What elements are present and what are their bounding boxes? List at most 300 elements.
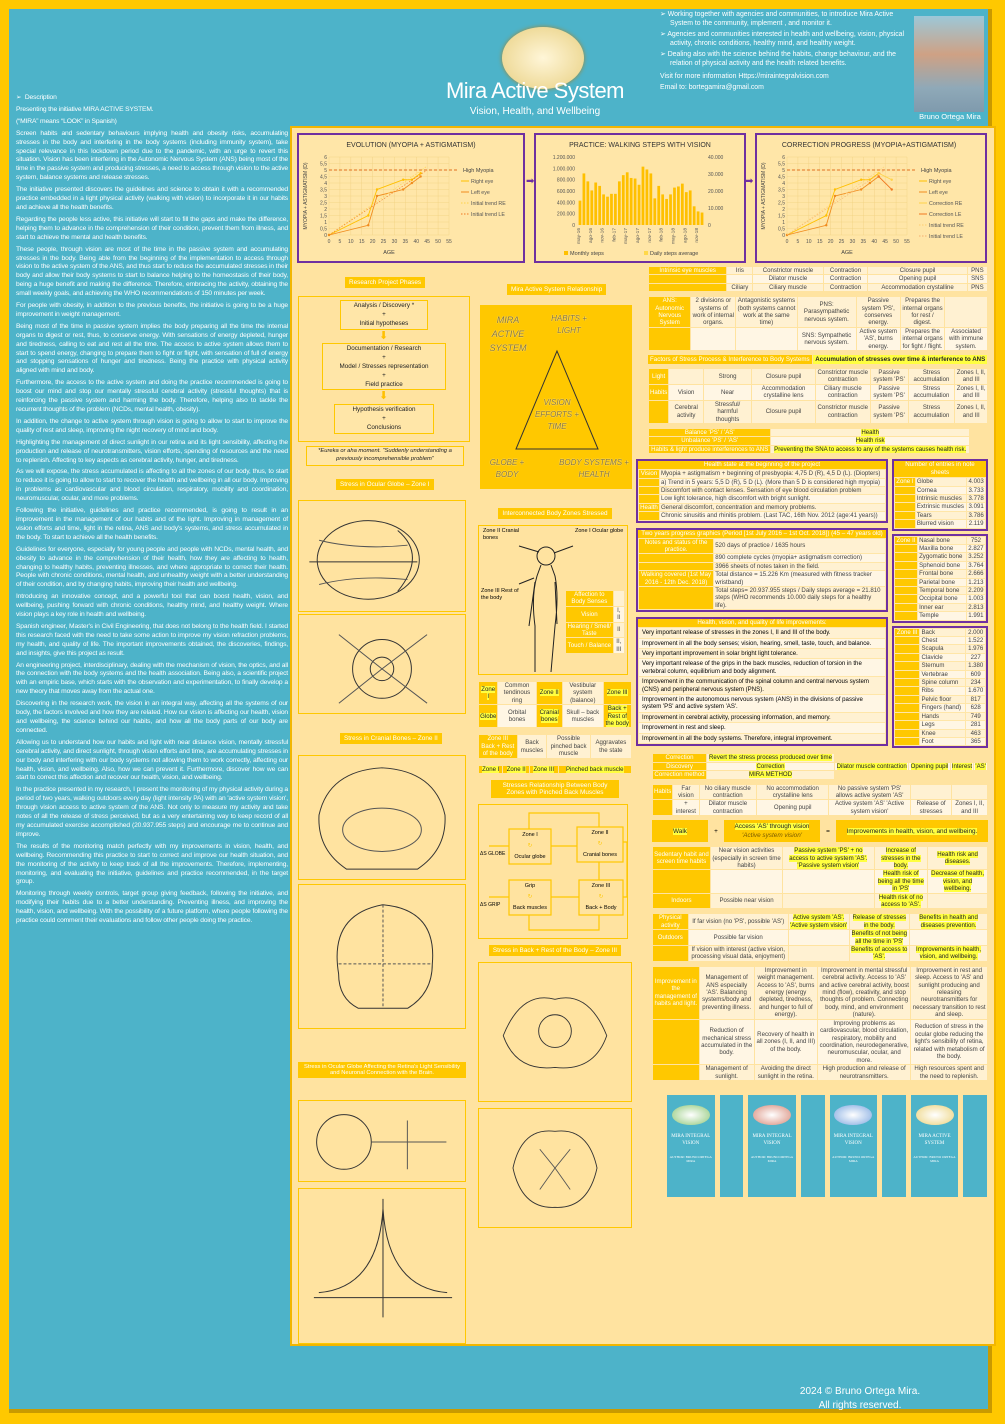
description-paragraph: Presenting the initiative MIRA ACTIVE SYSTEM. <box>16 105 154 113</box>
table-cell: Increase of stresses in the body. <box>875 847 928 869</box>
table-cell: Stressful/ harmful thoughts <box>704 401 751 423</box>
description-paragraph: For people with obesity, in addition to the previous benefits, the initiative is going to be a huge improvement in weight management. <box>16 302 288 318</box>
table-row <box>653 800 987 815</box>
table-cell: Back + Rest of the body <box>604 705 631 727</box>
x-tick-label: 25 <box>380 239 387 245</box>
x-tick-label: 25 <box>838 239 845 245</box>
table-row <box>653 894 987 909</box>
table-cell: Ribs <box>920 687 965 694</box>
table-cell: 463 <box>966 730 985 737</box>
table-cell: Ciliary muscle <box>753 284 822 291</box>
table-row <box>895 637 985 644</box>
table-row <box>649 328 987 350</box>
table-row <box>566 591 624 606</box>
table-cell: Sphenoid bone <box>918 562 966 569</box>
table-cell: Total distance = 15.226 Km (measured with fitness tracker wristband) <box>714 571 885 586</box>
table-cell <box>727 275 752 282</box>
y-tick-label: 800.000 <box>556 177 575 184</box>
table-cell: Benefits of access to 'AS'. <box>851 946 908 961</box>
bar <box>579 201 582 225</box>
y-tick-label: 2 <box>782 207 785 213</box>
data-point <box>891 188 893 190</box>
legend-label: Daily steps average <box>650 251 699 257</box>
description-paragraph: Guidelines for everyone, especially for young people and people with NCDs, mental health, and obesity to advance in the comprehension of their health, how they are affecting to health, changing to healthy habits, preventing illnesses, and where appropriate to correct their health. People with chronic conditions, mental health, and unhealthy weight with a better understanding of their condition, and by changing habits, improving their health and wellbeing. <box>16 545 288 589</box>
bar <box>642 167 645 225</box>
table-cell: Dilator muscle contraction <box>700 800 756 815</box>
x-tick-label: may-18 <box>671 228 677 244</box>
intrinsic-muscles-table <box>648 266 988 292</box>
y-tick-label: 1,5 <box>778 213 785 220</box>
triangle-center: VISION EFFORTS + TIME <box>534 398 580 431</box>
reference-label: High Myopia <box>921 168 952 174</box>
table-cell: Affection to Body Senses <box>566 591 613 606</box>
table-cell: Zone I <box>479 766 502 773</box>
data-point <box>825 224 827 226</box>
y-tick-label: 2,5 <box>778 200 785 207</box>
table-cell: Pelvic floor <box>920 696 965 703</box>
retina-graph-diagram <box>298 1188 466 1344</box>
table-cell: Spine column <box>920 679 965 686</box>
table-cell: Temporal bone <box>918 587 966 594</box>
table-cell: II <box>614 623 624 638</box>
arrow-down-icon: ⬇ <box>379 330 389 342</box>
table-cell: Near vision activities (especially in screen time habits) <box>712 847 781 869</box>
table-row <box>639 504 885 511</box>
intro-item: ➢ Dealing also with the science behind the habits, change behaviour, and the relation of physical activity and the health related benefits. <box>660 51 897 67</box>
table-cell: Zone III <box>896 628 918 636</box>
x-tick-label: feb-18 <box>659 228 665 242</box>
table-cell: 281 <box>966 721 985 728</box>
senses-table <box>565 590 625 654</box>
ans-table <box>648 296 988 351</box>
table-cell: Discovery <box>653 763 706 770</box>
table-cell: Intrinsic eye muscles <box>649 267 726 274</box>
chart-title: CORRECTION PROGRESS (MYOPIA+ASTIGMATISM) <box>781 142 957 149</box>
table-cell: Reduction of stress in the ocular globe reducing the light's sensibility of retina, related with metabolism of the body. <box>911 1020 987 1064</box>
description-paragraph: Regarding the people less active, this initiative will start to fill the gaps and make the difference, helping them to advance in the comprehension of their condition, prevent them from illness, and start to achieve the mental and health benefits. <box>16 215 288 241</box>
x-tick-label: ago-16 <box>588 228 594 243</box>
card-author: AUTHOR: BRUNO ORTEGA MIRA <box>832 1154 875 1163</box>
x-tick-label: 0 <box>327 239 331 245</box>
y-tick-label: 400.000 <box>556 200 575 207</box>
table-cell: 2.813 <box>968 603 984 611</box>
y-tick-label: 4,5 <box>778 174 785 181</box>
table-cell <box>649 275 726 282</box>
table-cell: Light <box>649 369 668 384</box>
table-cell: Decrease of health, vision, and wellbeing. <box>928 870 987 892</box>
table-row <box>479 735 631 757</box>
table-cell <box>653 870 710 892</box>
improvement-item: Improvement in the communication of the spinal column and central nervous system (CNS) and peripheral nervous system (PNS). <box>639 677 885 694</box>
table-cell <box>895 562 917 569</box>
table-row <box>653 967 987 1019</box>
table-cell <box>639 495 659 502</box>
bar <box>598 186 601 225</box>
bar <box>586 181 589 225</box>
chart-evolution <box>297 133 525 263</box>
table-cell: Recovery of health in all zones (I, II, and III) of the body. <box>755 1020 817 1064</box>
table-cell <box>669 369 703 384</box>
table-cell: II, III <box>614 638 624 653</box>
table-cell: Health risk of being all the time in 'PS' <box>875 870 928 892</box>
data-point <box>402 179 404 181</box>
bar <box>693 206 696 225</box>
table-row <box>639 487 885 494</box>
table-cell <box>895 730 919 737</box>
table-row <box>895 671 985 678</box>
table-row <box>639 563 885 570</box>
table-cell: General discomfort, concentration and memory problems. <box>660 504 885 511</box>
card-title: MIRA ACTIVE SYSTEM <box>918 1133 951 1146</box>
legend-label: Initial trend RE <box>471 201 506 207</box>
table-cell <box>895 587 917 594</box>
publication-cards <box>666 1094 988 1198</box>
poster-subtitle: Vision, Health, and Wellbeing <box>469 106 601 117</box>
table-cell <box>614 591 624 606</box>
table-cell <box>895 545 917 552</box>
table-cell <box>653 946 688 961</box>
table-cell: Fingers (hand) <box>920 704 965 711</box>
entries-zone3-box <box>892 626 988 749</box>
table-cell: Constrictor muscle <box>753 267 822 274</box>
bar <box>646 169 649 225</box>
bar <box>701 213 704 225</box>
x-tick-label: 35 <box>860 239 867 245</box>
chart-title: PRACTICE: WALKING STEPS WITH VISION <box>569 142 711 149</box>
table-cell: 227 <box>966 654 985 661</box>
table-cell <box>895 721 919 728</box>
x-tick-label: nov-16 <box>600 228 606 243</box>
table-cell: 1.522 <box>968 637 984 645</box>
table-cell: Zones I, II, and III <box>952 800 987 815</box>
walk-equation: Walk + Access 'AS' through vision 'Active system vision' = Improvements in health, vision, and wellbeing. <box>652 820 988 842</box>
table-row <box>479 682 631 704</box>
table-cell: Preventing the SNA to access to any of the systems causes health risk. <box>771 446 969 453</box>
card-side-panel <box>962 1094 988 1198</box>
author-photo <box>914 16 984 112</box>
table-cell: Far vision <box>673 785 698 800</box>
y-tick-label: 1.200.000 <box>552 155 575 161</box>
table-cell: Hands <box>920 713 965 720</box>
improvements-list <box>638 628 886 743</box>
correction-table <box>652 753 988 779</box>
table-cell: Foot <box>920 738 965 745</box>
table-cell: Orbital bones <box>498 705 535 727</box>
table-cell: Reduction of mechanical stress accumulated in the body. <box>700 1020 754 1064</box>
table-row <box>895 503 985 510</box>
label-interconnected: Interconnected Body Zones Stressed <box>498 508 611 519</box>
x-tick-label: 15 <box>816 239 823 245</box>
description-paragraph: As we will expose, the stress accumulated is affecting to all the zones of our body, thus, to start to reduce it is going to allow to start to recover the health and wellbeing in all our body. Improving in problems as cardiovascular and blood circulation, respiratory, mobility and coordination, neuromuscular, ocular, and more problems. <box>16 468 288 503</box>
table-cell: 2 divisions or systems of work of internal organs. <box>692 297 734 327</box>
table-cell: Maxilla bone <box>918 545 966 552</box>
table-cell: Correction <box>707 763 834 770</box>
table-cell: PNS: Parasympathetic nervous system. <box>798 297 856 327</box>
x-tick-label: 5 <box>338 239 342 245</box>
table-cell: Release of stresses in the body. <box>850 914 910 929</box>
table-cell: Interest <box>951 762 973 770</box>
data-point <box>419 172 421 174</box>
table-cell: Ciliary <box>727 284 752 291</box>
publication-card <box>747 1094 797 1198</box>
legend-swatch <box>644 251 648 255</box>
table-cell: Zone III Back + Rest of the body <box>479 735 517 757</box>
publication-card <box>829 1094 879 1198</box>
table-row <box>895 612 985 619</box>
legend-label: Monthly steps <box>570 251 604 257</box>
label-back: Stress in Back + Rest of the Body – Zone III <box>489 945 621 956</box>
table-cell <box>895 671 919 678</box>
table-cell: Back muscles <box>518 735 547 757</box>
table-row <box>479 766 631 773</box>
table-cell <box>895 553 917 560</box>
table-cell: Active system 'AS', burns energy. <box>857 328 900 350</box>
y-tick-label: 200.000 <box>556 211 575 218</box>
table-cell: Management of ANS especially 'AS'. Balancing systems/body and preventing illness. <box>700 967 754 1019</box>
publication-card <box>910 1094 960 1198</box>
table-cell: Correction <box>653 754 706 761</box>
legend-label: Left eye <box>471 190 490 196</box>
table-cell <box>895 570 917 577</box>
y-tick-label: 3 <box>782 194 785 200</box>
table-cell: PNS <box>968 267 987 274</box>
table-cell: Strong <box>704 369 751 384</box>
table-cell: Correction method <box>654 771 705 779</box>
table-cell: 2.000 <box>968 628 984 636</box>
correction-block <box>652 753 988 1081</box>
table-cell: Prepares the internal organs for rest / digest. <box>902 297 943 327</box>
data-point <box>869 182 871 184</box>
table-cell: Clavicle <box>920 654 965 661</box>
table-cell: 2.209 <box>968 587 984 594</box>
x-tick-label: 5 <box>796 239 800 245</box>
table-cell: 752 <box>967 537 985 544</box>
table-cell: Vestibular system (balance) <box>563 682 603 704</box>
table-cell <box>895 495 915 502</box>
table-cell: Zones I, II, and III <box>956 369 986 384</box>
label-research-phases: Research Project Phases <box>345 277 425 288</box>
table-cell: If far vision (no 'PS', possible 'AS') <box>689 914 788 929</box>
bar <box>665 199 668 225</box>
table-row <box>649 297 987 327</box>
table-cell: Chronic sinusitis and rhinitis problem. (Last TAC, 16th Nov. 2012 (age:41 years)) <box>660 512 885 519</box>
label-relationship: Mira Active System Relationship <box>507 284 606 295</box>
arrow-icon: ➡ <box>526 176 535 187</box>
table-row <box>895 604 985 611</box>
x-tick-label: 0 <box>785 239 789 245</box>
table-cell: No accommodation crystalline lens <box>757 785 828 800</box>
improvement-item: Improvement in all the body systems. Therefore, integral improvement. <box>639 734 885 743</box>
description-paragraph: The initiative presented discovers the guidelines and science to obtain it with a recommended practice embedded in a light physical activity (walking with vision) to incorporate it in our habits and achieve all the health benefits. <box>16 186 288 211</box>
table-cell: Iris <box>727 267 752 274</box>
description-paragraph: These people, through vision are most of the time in the passive system and accumulating stresses in the body. Being able from the beginning of the implementation to access through vision to the active system of the ANS, and thus start to reduce the accumulated stresses in their body and allow their body systems to start to balance helping to the homeostasis of their body, being a huge benefit and making the difference. Therefore, embracing the activity, obtaining the small weekly goals, and achieving the WHO recommendations of 150 minutes per week. <box>16 245 288 298</box>
table-cell: Tears <box>916 512 966 519</box>
triangle-system-name: MIRA ACTIVE SYSTEM <box>489 315 527 353</box>
grip-node: Grip ↻ Back muscles <box>509 881 551 914</box>
bar <box>689 190 692 225</box>
table-cell: 1.213 <box>968 578 984 586</box>
table-cell: SNS: Sympathetic nervous system. <box>798 328 856 350</box>
legend-label: Initial trend LE <box>929 234 963 240</box>
table-cell: Improvement in weight management. Access to 'AS', burns energy (energy depleted, tiredness, and hunger to full of energy). <box>755 967 817 1019</box>
table-cell: Health risk and diseases. <box>928 847 987 869</box>
table-cell <box>895 520 915 527</box>
table-cell <box>736 328 796 350</box>
entries-zone1-box <box>892 459 988 530</box>
y-tick-label: 0 <box>572 223 575 229</box>
table-cell: 1.670 <box>968 687 984 695</box>
table-cell: Walking covered (1st May 2016 - 12th Dec. 2018) <box>639 571 713 586</box>
x-tick-label: 20 <box>369 239 376 245</box>
table-cell: 3.764 <box>968 561 984 569</box>
table-cell: 3966 sheets of notes taken in the field. <box>714 563 885 570</box>
table-cell: Stress accumulation <box>909 401 955 423</box>
table-cell <box>928 894 987 909</box>
improvement-item: Improvement in the autonomous nervous system (ANS) in the divisions of passive system 'PS' and active system 'AS'. <box>639 695 885 712</box>
table-row <box>566 623 624 638</box>
bar <box>649 173 652 225</box>
y2-tick-label: 10.000 <box>708 206 724 212</box>
description-paragraph: Monitoring through weekly controls, target group giving feedback, following the initiative, and modifying their habits due to a better understanding. Preventing illness, and improving the health, vision, and wellbeing. With the possibility of a future platform, where people following the practice could comment their evaluations and follow other people doing the practice. <box>16 890 288 925</box>
table-cell: 1.380 <box>968 662 984 670</box>
bar <box>669 194 672 225</box>
card-logo <box>834 1105 872 1125</box>
author-name: Bruno Ortega Mira <box>919 112 981 121</box>
table-cell: 890 complete cycles (myopia+ astigmatism correction) <box>714 554 885 561</box>
x-tick-label: may-17 <box>624 228 630 244</box>
card-side-panel <box>800 1094 826 1198</box>
y-tick-label: 1,5 <box>320 213 327 220</box>
table-cell: Health <box>771 429 969 436</box>
table-cell: Globe <box>916 478 966 485</box>
bar <box>638 185 641 225</box>
table-cell: Sternum <box>920 662 965 669</box>
table-cell <box>911 785 952 800</box>
bar <box>594 183 597 226</box>
description-paragraph: Following the initiative, guidelines and practice recommended, is going to result in an improvement in the management of our habits and of the light. Improving in management of vision efforts and time, light in the retina, ANS and body's systems, and stress accumulated in the body. To start to achieve all the health benefits. <box>16 507 288 541</box>
table-cell: Habits & light produce interferences to ANS <box>649 446 770 453</box>
entries-title: Number of entries in note sheets <box>894 461 986 477</box>
bar <box>590 190 593 225</box>
data-point <box>419 175 421 177</box>
table-row <box>895 587 985 594</box>
table-cell <box>649 284 726 291</box>
table-cell: 3.778 <box>968 494 984 502</box>
website-link[interactable]: Https://miraintegralvision.com <box>738 73 829 80</box>
visit-line: Visit for more information Https://miraintegralvision.com <box>660 73 829 80</box>
cycle-icon: ↻ <box>597 841 603 848</box>
entries-column <box>892 459 988 748</box>
table-cell: Passive system 'PS' <box>871 401 908 423</box>
table-row <box>649 437 969 444</box>
table-row <box>895 537 985 544</box>
table-row <box>639 539 885 554</box>
improvements-title: Health, vision, and quality of life improvements: <box>638 619 886 627</box>
y-tick-label: 600.000 <box>556 189 575 195</box>
bar <box>661 194 664 225</box>
table-cell <box>639 563 713 570</box>
table-row <box>653 763 987 770</box>
x-tick-label: 45 <box>882 239 888 245</box>
table-cell: Release of stresses <box>911 800 952 815</box>
data-point <box>834 188 836 190</box>
table-cell <box>895 713 919 720</box>
table-cell: Improvement in rest and sleep. Access to 'AS' and sunlight producing and releasing neurotransmitters for necessary transition to rest and sleep. <box>912 966 986 1019</box>
table-cell: Benefits of not being all the time in 'PS' <box>851 930 908 945</box>
mira-relationship-box <box>479 304 633 490</box>
body-zones-box <box>478 525 628 675</box>
table-cell: Health risk <box>771 437 969 444</box>
description-paragraph: Discovering in the research work, the vision in an integral way, affecting all the systems of our body, the factors involved and how they are related. How our vision is affecting our health, vision and wellbeing, the science behind our habits, and how all the body parts of our body are connected. <box>16 700 288 734</box>
table-cell: Possible pinched back muscle <box>547 735 589 757</box>
table-cell: 3.733 <box>968 486 984 494</box>
table-cell: Legs <box>920 721 965 728</box>
table-cell: Passive system 'PS' + no access to active system 'AS'. 'Passive system vision' <box>783 847 873 869</box>
table-cell: High resources spent and the need to replenish. <box>911 1065 987 1080</box>
description-paragraph: Furthermore, the access to the active system and doing the practice recommended is going to boost our mind and stop our mentally stressful cerebral activity (stressful thoughts) that is reinforcing the passive system and harming the body. Therefore, helping also to tackle the recurrent thoughts of the problem (NCDs, mental health, obesity). <box>16 379 288 413</box>
improvement-item: Very important release of the grips in the back muscles, reduction of torsion in the vertebral column, equilibrium and body alignment. <box>639 659 885 676</box>
equals-sign: = <box>826 827 830 835</box>
zone-1-label: Zone I Ocular globe <box>575 528 624 534</box>
table-cell <box>639 512 659 519</box>
management-table <box>652 966 988 1081</box>
card-author: AUTHOR: BRUNO ORTEGA MIRA <box>750 1154 794 1163</box>
table-row <box>653 914 987 929</box>
y-tick-label: 1 <box>782 220 785 226</box>
bar <box>606 197 609 225</box>
table-row <box>479 705 631 727</box>
table-row <box>895 713 985 720</box>
table-cell: Extrinsic muscles <box>916 503 966 510</box>
y-axis-label: MYOPIA + ASTIGMATISM (D) <box>761 162 767 230</box>
table-cell <box>711 870 782 892</box>
table-cell: Intrinsic muscles <box>916 495 966 502</box>
table-cell: ANS: Autonomic Nervous System <box>649 297 690 327</box>
table-cell <box>653 800 672 815</box>
table-cell: Revert the stress process produced over time <box>707 754 834 761</box>
table-cell: Accommodation crystalline <box>868 284 966 291</box>
table-cell: 4.003 <box>968 478 984 486</box>
bar <box>610 194 613 225</box>
table-cell: Zone I <box>479 682 497 704</box>
table-cell: Nasal bone <box>918 537 966 544</box>
cycle-icon: ↻ <box>598 894 604 901</box>
card-logo <box>753 1105 791 1125</box>
legend-label: Correction LE <box>929 212 962 218</box>
stress-factors-block <box>648 266 988 454</box>
zone-chain-table <box>478 765 632 774</box>
table-row <box>895 545 985 552</box>
table-cell: a) Trend in 5 years: 5,5 D (R), 5 D (L). (More than 5 D is considered high myopia) <box>660 479 885 486</box>
y2-tick-label: 40.000 <box>708 155 724 161</box>
y-tick-label: 0 <box>324 233 327 239</box>
table-cell: Habits <box>653 785 672 800</box>
table-cell: Contraction <box>824 267 868 274</box>
table-cell: Zones I, II, and III <box>956 384 986 400</box>
x-tick-label: ago-17 <box>636 228 642 243</box>
x-tick-label: ago-18 <box>683 228 689 243</box>
pinched-diagram <box>478 804 628 939</box>
bar <box>677 186 680 225</box>
table-row <box>895 696 985 703</box>
table-row <box>566 638 624 653</box>
data-point <box>376 188 378 190</box>
intro-list <box>660 10 910 94</box>
description-column <box>16 94 288 929</box>
table-cell: Zone I <box>896 478 914 486</box>
improvement-item: Improvement in rest and sleep. <box>639 723 885 732</box>
table-cell: 3.091 <box>968 503 984 511</box>
